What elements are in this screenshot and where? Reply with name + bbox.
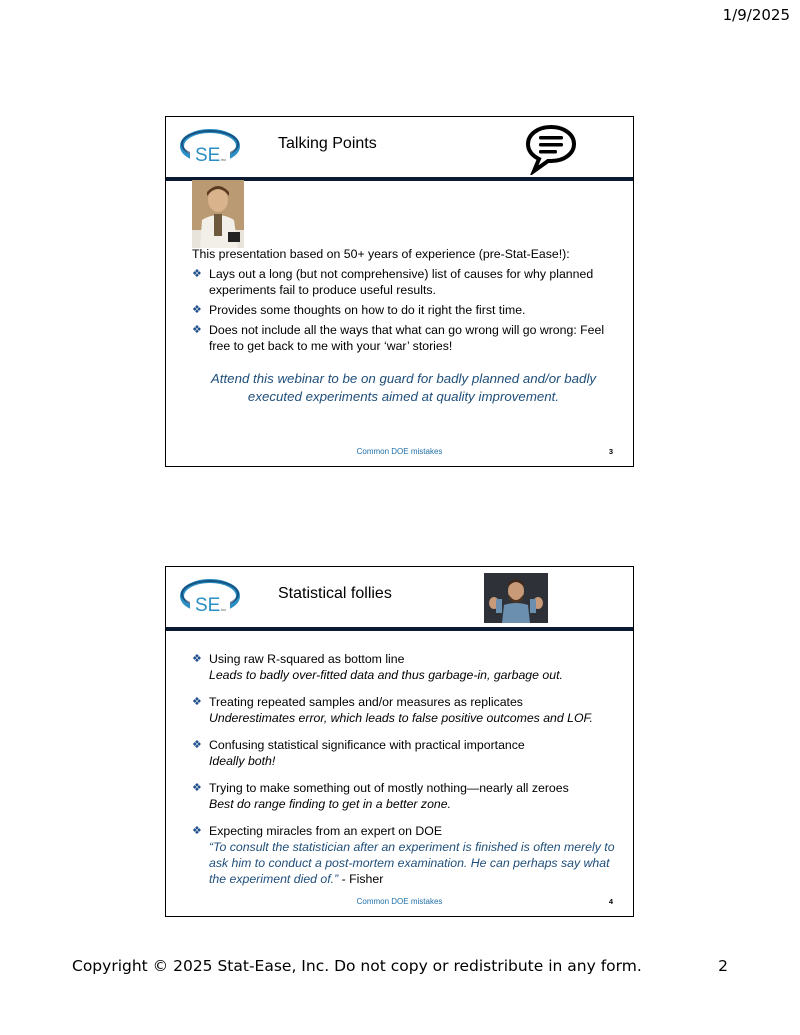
diamond-bullet-icon: ❖ <box>192 303 202 316</box>
logo-text: SE <box>195 595 221 616</box>
list-item <box>192 737 615 769</box>
header-rule <box>166 627 633 631</box>
bullet-subtext: Best do range finding to get in a better zone. <box>209 797 452 811</box>
talking-points-content <box>192 246 615 358</box>
logo-small: inc <box>221 157 227 162</box>
diamond-bullet-icon: ❖ <box>192 695 202 708</box>
diamond-bullet-icon: ❖ <box>192 824 202 837</box>
logo-small: inc <box>221 607 227 612</box>
bullet-text: Trying to make something out of mostly nothing—nearly all zeroes <box>209 781 569 795</box>
fisher-quote: “To consult the statistician after an experiment is finished is often merely to ask him to conduct a post-mortem examination. He can perhaps say what the experiment died of.” <box>209 840 615 886</box>
slide-talking-points <box>165 116 634 467</box>
slide-title: Statistical follies <box>278 585 392 602</box>
bullet-text: Provides some thoughts on how to do it right the first time. <box>209 303 526 317</box>
bullet-list <box>192 651 615 887</box>
diamond-bullet-icon: ❖ <box>192 781 202 794</box>
list-item <box>192 651 615 683</box>
slide-statistical-follies <box>165 566 634 917</box>
list-item <box>192 823 615 887</box>
list-item <box>192 302 615 318</box>
diamond-bullet-icon: ❖ <box>192 267 202 280</box>
slide-number: 3 <box>608 447 613 456</box>
bullet-text: Confusing statistical significance with practical importance <box>209 738 525 752</box>
bullet-subtext: Ideally both! <box>209 754 276 768</box>
callout-note: Attend this webinar to be on guard for badly planned and/or badly executed experiments aimed at quality improvement. <box>210 371 597 404</box>
logo-text: SE <box>195 145 221 166</box>
bullet-text: Lays out a long (but not comprehensive) list of causes for why planned experiments fail to produce useful results. <box>209 267 594 297</box>
slide-footer: Common DOE mistakes <box>356 897 443 906</box>
bullet-text: Treating repeated samples and/or measures as replicates <box>209 695 523 709</box>
presenter-photo <box>192 180 244 248</box>
list-item <box>192 780 615 812</box>
bullet-list <box>192 266 615 354</box>
intro-text: This presentation based on 50+ years of experience (pre-Stat-Ease!): <box>192 247 570 261</box>
diamond-bullet-icon: ❖ <box>192 738 202 751</box>
follies-content <box>192 651 615 898</box>
diamond-bullet-icon: ❖ <box>192 652 202 665</box>
slide-footer: Common DOE mistakes <box>356 447 443 456</box>
slide-title: Talking Points <box>278 135 377 152</box>
bullet-subtext: Leads to badly over-fitted data and thus garbage-in, garbage out. <box>209 668 563 682</box>
copyright-notice: Copyright © 2025 Stat-Ease, Inc. Do not copy or redistribute in any form. <box>72 957 642 975</box>
speech-bubble-icon <box>524 121 578 175</box>
slide-header <box>166 567 633 633</box>
list-item <box>192 266 615 298</box>
bullet-text: Expecting miracles from an expert on DOE <box>209 824 443 838</box>
stat-ease-logo <box>180 128 240 168</box>
header-date: 1/9/2025 <box>722 6 790 24</box>
bullet-subtext: Underestimates error, which leads to false positive outcomes and LOF. <box>209 711 593 725</box>
diamond-bullet-icon: ❖ <box>192 323 202 336</box>
slide-header <box>166 117 633 183</box>
stat-ease-logo <box>180 578 240 618</box>
list-item <box>192 694 615 726</box>
page-number: 2 <box>718 957 728 975</box>
quote-attribution: - Fisher <box>338 872 384 886</box>
list-item <box>192 322 615 354</box>
slide-number: 4 <box>608 897 613 906</box>
bullet-text: Does not include all the ways that what can go wrong will go wrong: Feel free to get back to me with your ‘war’ stories! <box>209 323 605 353</box>
confused-man-photo <box>484 573 548 623</box>
bullet-text: Using raw R-squared as bottom line <box>209 652 405 666</box>
fisher-quote-block <box>209 839 615 887</box>
